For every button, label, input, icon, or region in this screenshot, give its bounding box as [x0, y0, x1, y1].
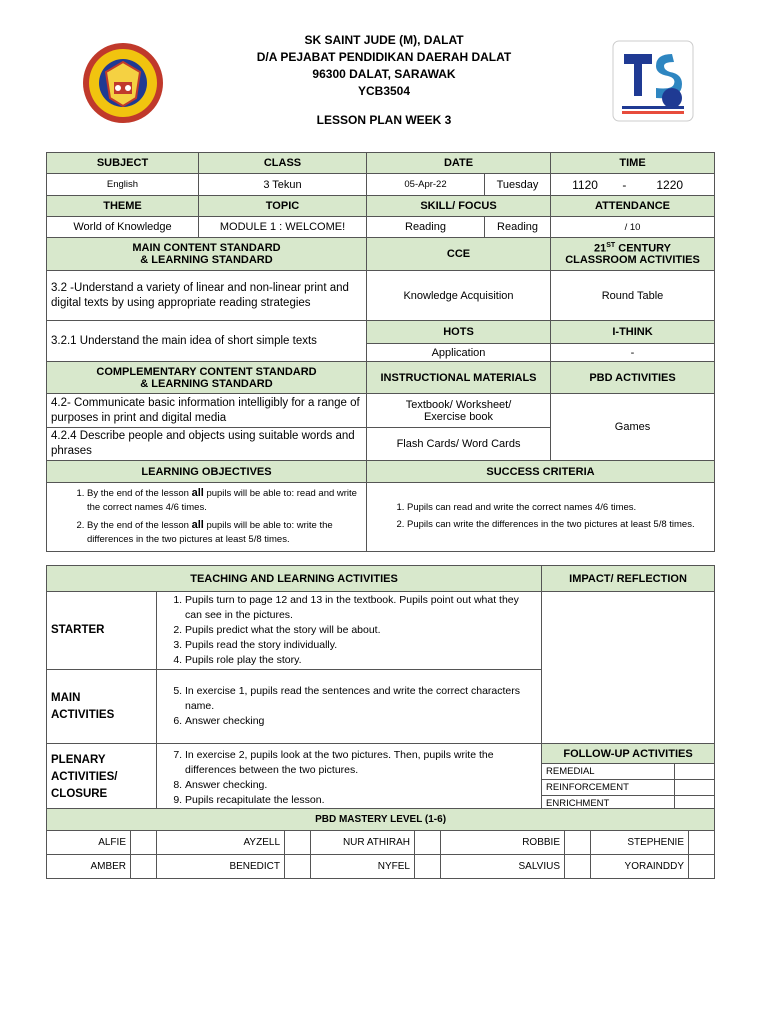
mastery-score-cell[interactable] [285, 831, 311, 855]
materials-header: INSTRUCTIONAL MATERIALS [367, 362, 551, 394]
lo-1-post: pupils will be able to: read and write the correct names 4/6 times. [87, 488, 357, 513]
time-value [551, 174, 715, 196]
c21-suffix: ST [606, 241, 616, 249]
hots-value: Application [367, 344, 551, 362]
main-step-5: 5. In exercise 1, pupils read the sentences and write the correct characters name. [185, 684, 537, 714]
followup-reinforcement-check[interactable] [675, 780, 715, 796]
main-standard-header [47, 238, 367, 271]
materials-1-line2: Exercise book [423, 410, 494, 423]
followup-header: FOLLOW-UP ACTIVITIES [542, 744, 715, 764]
mastery-score-cell[interactable] [689, 855, 715, 879]
student-name: STEPHENIE [591, 831, 689, 855]
main-standard-2: 3.2.1 Understand the main idea of short simple texts [47, 321, 367, 362]
main-activities [157, 670, 542, 744]
mastery-score-cell[interactable] [131, 831, 157, 855]
plenary-step-7: 7. In exercise 2, pupils look at the two pictures. Then, pupils write the differences between the two pictures. [185, 748, 537, 778]
pbd-header: PBD ACTIVITIES [551, 362, 715, 394]
main-step-6: 6. Answer checking [185, 714, 537, 729]
day-value: Tuesday [485, 174, 551, 196]
c21-number: 21 [594, 242, 607, 255]
starter-step-2: 2. Pupils predict what the story will be about. [185, 623, 537, 638]
mastery-score-cell[interactable] [565, 831, 591, 855]
lo-1-pre: By the end of the lesson [87, 488, 192, 499]
mastery-score-cell[interactable] [689, 831, 715, 855]
followup-reinforcement: REINFORCEMENT [542, 780, 675, 796]
student-name: BENEDICT [157, 855, 285, 879]
cce-header: CCE [367, 238, 551, 271]
main-standard-header-line1: MAIN CONTENT STANDARD [132, 242, 281, 254]
subject-header: SUBJECT [47, 153, 199, 174]
main-standard-header-line2: & LEARNING STANDARD [140, 254, 273, 266]
mastery-table [46, 808, 715, 879]
student-name: ALFIE [47, 831, 131, 855]
learning-objective-2 [87, 518, 362, 547]
comp-standard-2: 4.2.4 Describe people and objects using suitable words and phrases [47, 428, 367, 461]
plenary-label-line1: PLENARY [51, 754, 106, 766]
school-address-1: D/A PEJABAT PENDIDIKAN DAERAH DALAT [256, 50, 512, 64]
date-value: 05-Apr-22 [367, 174, 485, 196]
student-name: AMBER [47, 855, 131, 879]
learning-objectives-header: LEARNING OBJECTIVES [47, 461, 367, 483]
plenary-label-line3: CLOSURE [51, 788, 108, 800]
lo-1-bold: all [191, 487, 204, 499]
skill-value: Reading [367, 217, 485, 238]
followup-enrichment: ENRICHMENT [542, 796, 675, 812]
c21-century: CENTURY [615, 242, 672, 255]
main-standard-1: 3.2 -Understand a variety of linear and non-linear print and digital texts by using appropriate reading strategies [47, 271, 367, 321]
learning-objectives-list [47, 483, 367, 552]
skill-header: SKILL/ FOCUS [367, 196, 551, 217]
success-criterion-2: 2. Pupils can write the differences in the two pictures at least 5/8 times. [407, 518, 710, 532]
materials-2: Flash Cards/ Word Cards [367, 428, 551, 461]
lo-2-pre: By the end of the lesson [87, 520, 192, 531]
comp-standard-header-line2: & LEARNING STANDARD [140, 377, 273, 390]
student-name: AYZELL [157, 831, 285, 855]
attendance-header: ATTENDANCE [551, 196, 715, 217]
student-name: NUR ATHIRAH [311, 831, 415, 855]
impact-header: IMPACT/ REFLECTION [542, 566, 715, 592]
focus-value: Reading [485, 217, 551, 238]
theme-header: THEME [47, 196, 199, 217]
mastery-score-cell[interactable] [131, 855, 157, 879]
time-end: 1220 [656, 177, 684, 192]
plenary-label [47, 744, 157, 812]
plenary-label-line2: ACTIVITIES/ [51, 771, 118, 783]
time-header: TIME [551, 153, 715, 174]
starter-step-3: 3. Pupils read the story individually. [185, 638, 537, 653]
plenary-step-8: 8. Answer checking. [185, 778, 537, 793]
class-header: CLASS [199, 153, 367, 174]
theme-value: World of Knowledge [47, 217, 199, 238]
success-criteria-header: SUCCESS CRITERIA [367, 461, 715, 483]
school-header [0, 32, 768, 129]
cce-value: Knowledge Acquisition [367, 271, 551, 321]
followup-remedial: REMEDIAL [542, 764, 675, 780]
lesson-details-table [46, 152, 715, 552]
student-name: ROBBIE [441, 831, 565, 855]
subject-value: English [47, 174, 199, 196]
pbd-value: Games [551, 394, 715, 461]
starter-step-4: 4. Pupils role play the story. [185, 653, 537, 668]
main-label-line2: ACTIVITIES [51, 708, 115, 721]
lo-2-bold: all [191, 519, 204, 531]
student-name: SALVIUS [441, 855, 565, 879]
topic-header: TOPIC [199, 196, 367, 217]
impact-reflection-box [542, 592, 715, 744]
comp-standard-header [47, 362, 367, 394]
starter-activities [157, 592, 542, 670]
materials-1-line1: Textbook/ Worksheet/ [405, 398, 512, 411]
activities-table [46, 565, 715, 812]
school-name: SK SAINT JUDE (M), DALAT [304, 33, 464, 47]
student-name: YORAINDDY [591, 855, 689, 879]
learning-objective-1 [87, 486, 362, 515]
hots-header: HOTS [367, 321, 551, 344]
school-code: YCB3504 [357, 84, 411, 98]
attendance-value: / 10 [551, 217, 715, 238]
school-address-2: 96300 DALAT, SARAWAK [312, 67, 456, 81]
c21-header [551, 238, 715, 271]
topic-value: MODULE 1 : WELCOME! [199, 217, 367, 238]
student-name: NYFEL [311, 855, 415, 879]
lo-2-post: pupils will be able to: write the differences in the two pictures at least 5/8 times. [87, 520, 333, 545]
time-dash: - [622, 177, 627, 192]
c21-header-line2: CLASSROOM ACTIVITIES [565, 254, 700, 267]
mastery-score-cell[interactable] [415, 855, 441, 879]
plenary-activities [157, 744, 542, 812]
c21-value: Round Table [551, 271, 715, 321]
materials-1 [367, 394, 551, 428]
tla-header: TEACHING AND LEARNING ACTIVITIES [47, 566, 542, 592]
class-value: 3 Tekun [199, 174, 367, 196]
comp-standard-1: 4.2- Communicate basic information intelligibly for a range of purposes in print and digital media [47, 394, 367, 428]
time-start: 1120 [572, 177, 598, 192]
starter-label: STARTER [47, 592, 157, 670]
comp-standard-header-line1: COMPLEMENTARY CONTENT STANDARD [96, 365, 317, 378]
mastery-score-cell[interactable] [415, 831, 441, 855]
date-header: DATE [367, 153, 551, 174]
starter-step-1: 1. Pupils turn to page 12 and 13 in the textbook. Pupils point out what they can see in the pictures. [185, 593, 537, 623]
success-criteria-list [367, 483, 715, 552]
plenary-step-9: 9. Pupils recapitulate the lesson. [185, 793, 537, 808]
main-activities-label [47, 670, 157, 744]
mastery-header: PBD MASTERY LEVEL (1-6) [47, 809, 715, 831]
ithink-value: - [551, 344, 715, 362]
success-criterion-1: 1. Pupils can read and write the correct names 4/6 times. [407, 501, 710, 515]
main-label-line1: MAIN [51, 691, 81, 704]
mastery-score-cell[interactable] [285, 855, 311, 879]
followup-remedial-check[interactable] [675, 764, 715, 780]
c21-header-line1 [555, 242, 710, 255]
ithink-header: I-THINK [551, 321, 715, 344]
mastery-score-cell[interactable] [565, 855, 591, 879]
lesson-plan-title: LESSON PLAN WEEK 3 [316, 113, 452, 127]
